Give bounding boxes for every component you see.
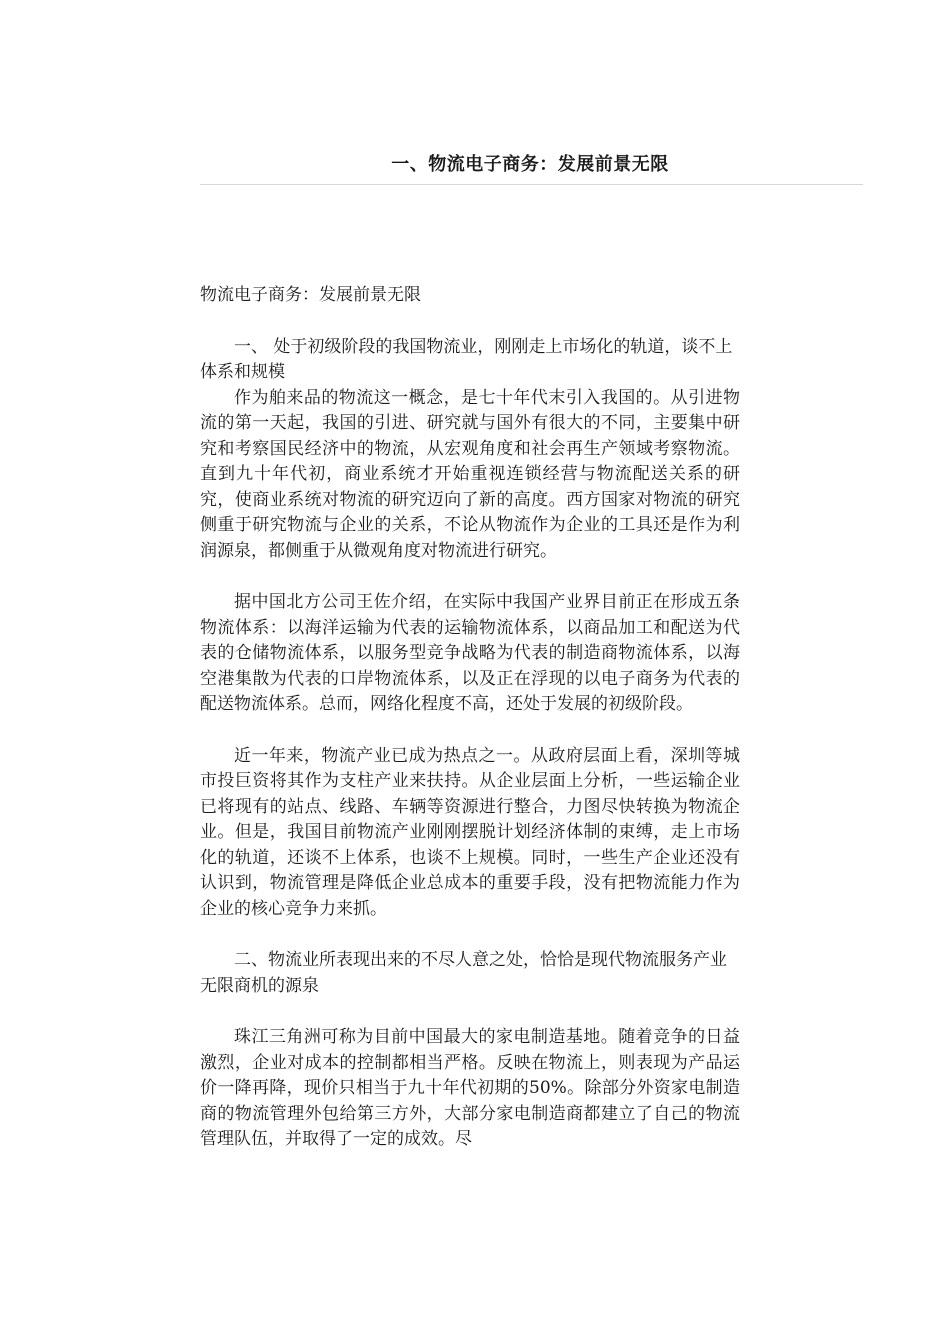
paragraph-4: 珠江三角洲可称为目前中国最大的家电制造基地。随着竞争的日益激烈，企业对成本的控制都相当严格。反映在物流上，则表现为产品运价一降再降，现价只相当于九十年代初期的50%。除部分外资家电制造商的物流管理外包给第三方外，大部分家电制造商都建立了自己的物流管理队伍，并取得了一定的成效。尽: [200, 1027, 740, 1149]
paragraph-1: 作为舶来品的物流这一概念，是七十年代末引入我国的。从引进物流的第一天起，我国的引进、研究就与国外有很大的不同，主要集中研究和考察国民经济中的物流，从宏观角度和社会再生产领域考察物流。直到九十年代初，商业系统才开始重视连锁经营与物流配送关系的研究，使商业系统对物流的研究迈向了新的高度。西方国家对物流的研究侧重于研究物流与企业的关系，不论从物流作为企业的工具还是作为利润源泉，都侧重于从微观角度对物流进行研究。: [200, 387, 740, 561]
section-heading-1: 一、 处于初级阶段的我国物流业，刚刚走上市场化的轨道，谈不上体系和规模: [200, 336, 733, 382]
title-divider: [200, 184, 863, 185]
document-title: 一、物流电子商务：发展前景无限: [391, 154, 669, 175]
section-heading-2: 二、物流业所表现出来的不尽人意之处，恰恰是现代物流服务产业无限商机的源泉: [200, 950, 727, 996]
paragraph-2: 据中国北方公司王佐介绍，在实际中我国产业界目前正在形成五条物流体系：以海洋运输为代表的运输物流体系，以商品加工和配送为代表的仓储物流体系，以服务型竞争战略为代表的制造商物流体系，以海空港集散为代表的口岸物流体系，以及正在浮现的以电子商务为代表的配送物流体系。总而，网络化程度不高，还处于发展的初级阶段。: [200, 592, 740, 714]
paragraph-3: 近一年来，物流产业已成为热点之一。从政府层面上看，深圳等城市投巨资将其作为支柱产业来扶持。从企业层面上分析，一些运输企业已将现有的站点、线路、车辆等资源进行整合，力图尽快转换为物流企业。但是，我国目前物流产业刚刚摆脱计划经济体制的束缚，走上市场化的轨道，还谈不上体系，也谈不上规模。同时，一些生产企业还没有认识到，物流管理是降低企业总成本的重要手段，没有把物流能力作为企业的核心竞争力来抓。: [200, 745, 740, 919]
document-body: [200, 283, 740, 1153]
article-subtitle: 物流电子商务：发展前景无限: [200, 285, 421, 305]
